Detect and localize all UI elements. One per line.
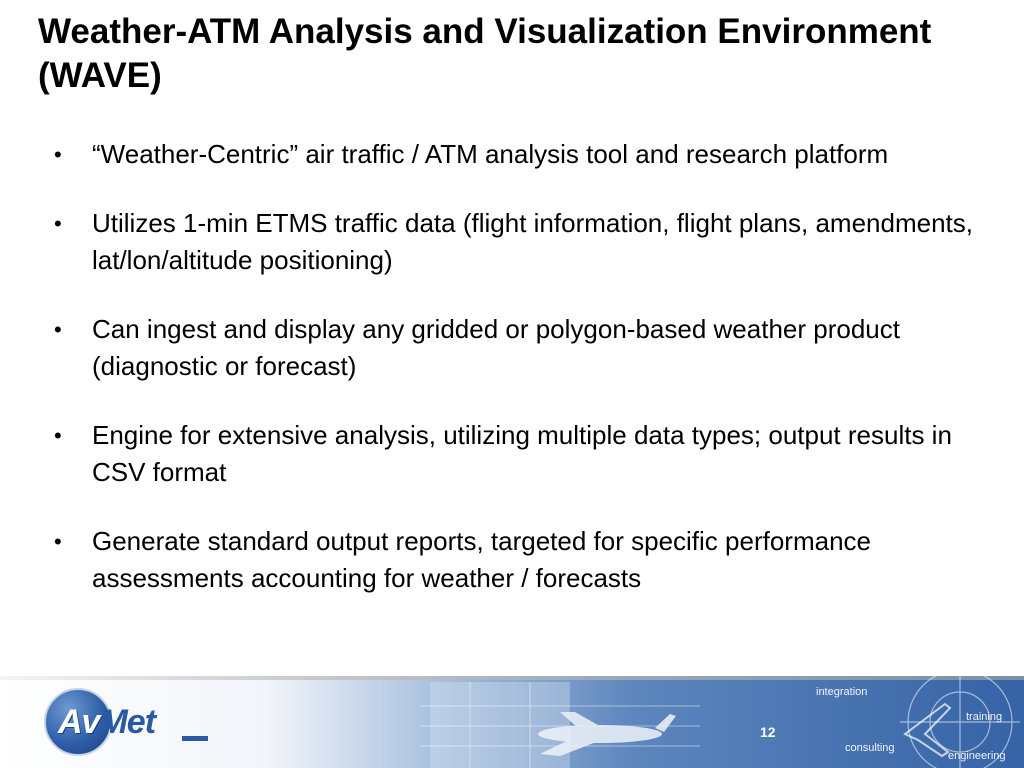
slide-title: Weather-ATM Analysis and Visualization Environment (WAVE): [38, 12, 932, 95]
footer-tag-integration: integration: [816, 686, 868, 698]
bullet-text: Generate standard output reports, targeted for specific performance assessments accounting for weather / forecasts: [92, 526, 871, 593]
logo-underline: [182, 736, 208, 741]
logo-text-av: Av: [58, 703, 100, 741]
footer-panel-shape: [430, 682, 570, 768]
bullet-list: [54, 136, 974, 629]
bullet-text: Can ingest and display any gridded or polygon-based weather product (diagnostic or forecast): [92, 314, 900, 381]
bullet-item: [54, 311, 974, 385]
bullet-marker: •: [54, 211, 62, 236]
bullet-item: [54, 136, 974, 173]
bullet-text: Engine for extensive analysis, utilizing multiple data types; output results in CSV format: [92, 420, 952, 487]
footer-tag-training: training: [966, 711, 1003, 723]
bullet-text: Utilizes 1-min ETMS traffic data (flight information, flight plans, amendments, lat/lon/altitude positioning): [92, 208, 973, 275]
footer-plane-outline-icon: [905, 704, 950, 756]
bullet-marker: •: [54, 423, 62, 448]
bullet-item: [54, 205, 974, 279]
bullet-item: [54, 417, 974, 491]
bullet-item: [54, 523, 974, 597]
bullet-marker: •: [54, 142, 62, 167]
bullet-text: “Weather-Centric” air traffic / ATM analysis tool and research platform: [92, 139, 889, 169]
page-number: 12: [760, 724, 776, 740]
bullet-marker: •: [54, 529, 62, 554]
footer-tag-engineering: engineering: [948, 750, 1006, 762]
avmet-logo: [44, 688, 212, 758]
logo-text: [58, 702, 155, 742]
bullet-marker: •: [54, 317, 62, 342]
footer-tag-consulting: consulting: [845, 742, 895, 754]
logo-text-met: Met: [99, 703, 156, 741]
